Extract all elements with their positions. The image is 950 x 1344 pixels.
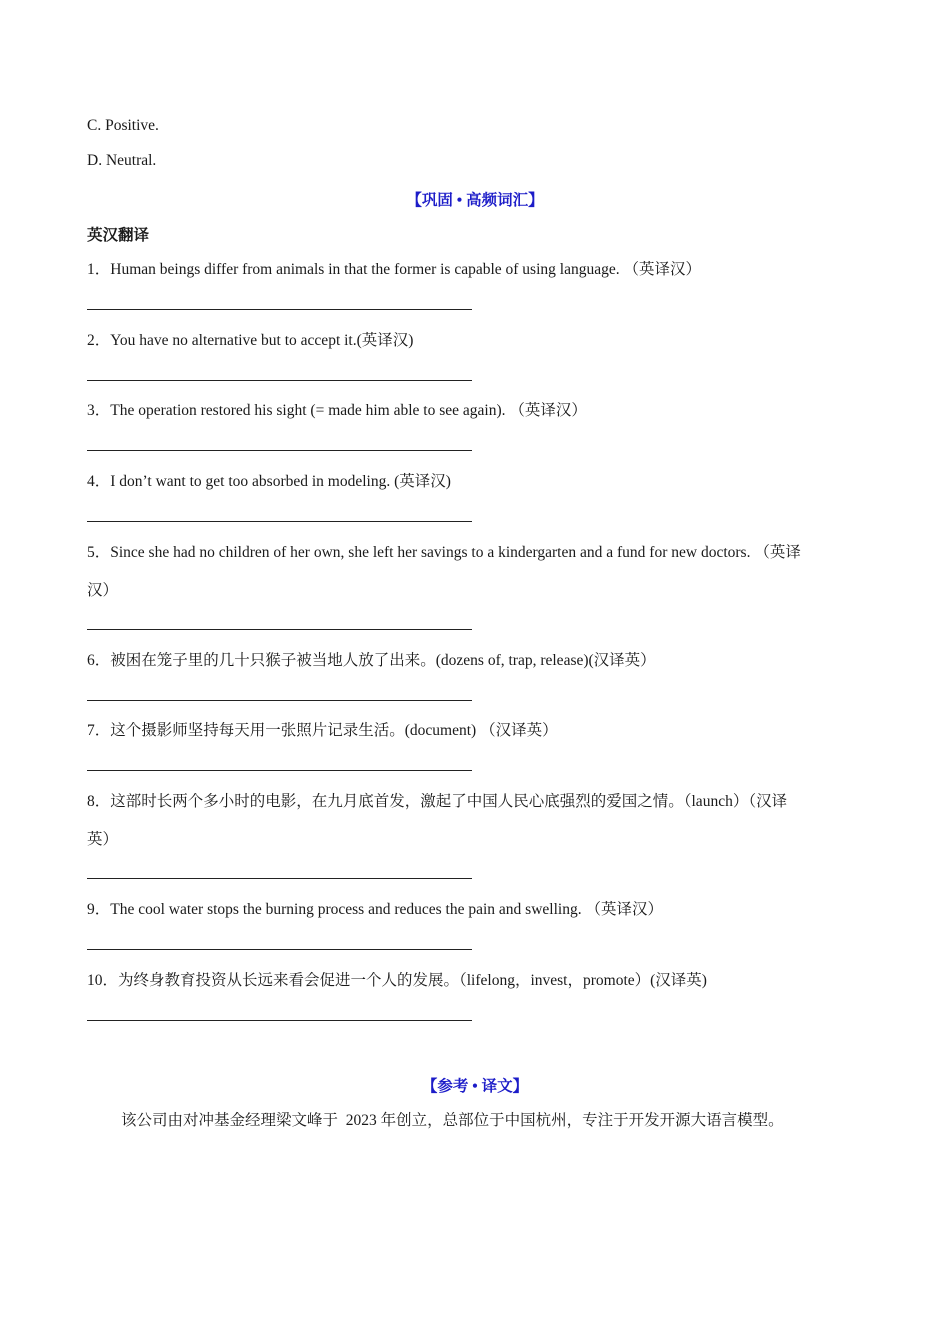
option-c: C. Positive.: [87, 117, 159, 134]
answer-line-10[interactable]: [87, 1020, 472, 1021]
question-7: 7．这个摄影师坚持每天用一张照片记录生活。(document) （汉译英）: [87, 722, 558, 739]
answer-line-5[interactable]: [87, 629, 472, 630]
question-4: 4．I don’t want to get too absorbed in modeling. (英译汉): [87, 473, 451, 490]
question-10: 10．为终身教育投资从长远来看会促进一个人的发展。（lifelong，invest，promote）(汉译英): [87, 972, 707, 989]
section-heading: 【巩固 • 高频词汇】: [406, 192, 544, 209]
subheading: 英汉翻译: [87, 227, 150, 244]
answer-line-3[interactable]: [87, 450, 472, 451]
question-6: 6．被困在笼子里的几十只猴子被当地人放了出来。(dozens of, trap, release)(汉译英）: [87, 652, 656, 669]
answer-line-2[interactable]: [87, 380, 472, 381]
answer-line-6[interactable]: [87, 700, 472, 701]
answer-line-4[interactable]: [87, 521, 472, 522]
question-8-line-2: 英）: [87, 831, 119, 848]
answer-line-9[interactable]: [87, 949, 472, 950]
answer-line-1[interactable]: [87, 309, 472, 310]
answer-line-8[interactable]: [87, 878, 472, 879]
question-1: 1．Human beings differ from animals in that the former is capable of using language. （英译汉）: [87, 261, 701, 278]
question-5-line-1: 5．Since she had no children of her own, she left her savings to a kindergarten and a fund for new doctors. （英译: [87, 544, 801, 561]
answer-line-7[interactable]: [87, 770, 472, 771]
question-5-line-2: 汉）: [87, 582, 119, 599]
question-9: 9．The cool water stops the burning process and reduces the pain and swelling. （英译汉）: [87, 901, 663, 918]
reference-text: 该公司由对冲基金经理梁文峰于 2023 年创立，总部位于中国杭州，专注于开发开源大语言模型。: [121, 1112, 784, 1129]
question-3: 3．The operation restored his sight (= made him able to see again). （英译汉）: [87, 402, 587, 419]
reference-heading: 【参考 • 译文】: [421, 1078, 529, 1095]
option-d: D. Neutral.: [87, 152, 157, 169]
question-2: 2．You have no alternative but to accept it.(英译汉): [87, 332, 414, 349]
question-8-line-1: 8．这部时长两个多小时的电影，在九月底首发，激起了中国人民心底强烈的爱国之情。（launch）（汉译: [87, 793, 788, 810]
